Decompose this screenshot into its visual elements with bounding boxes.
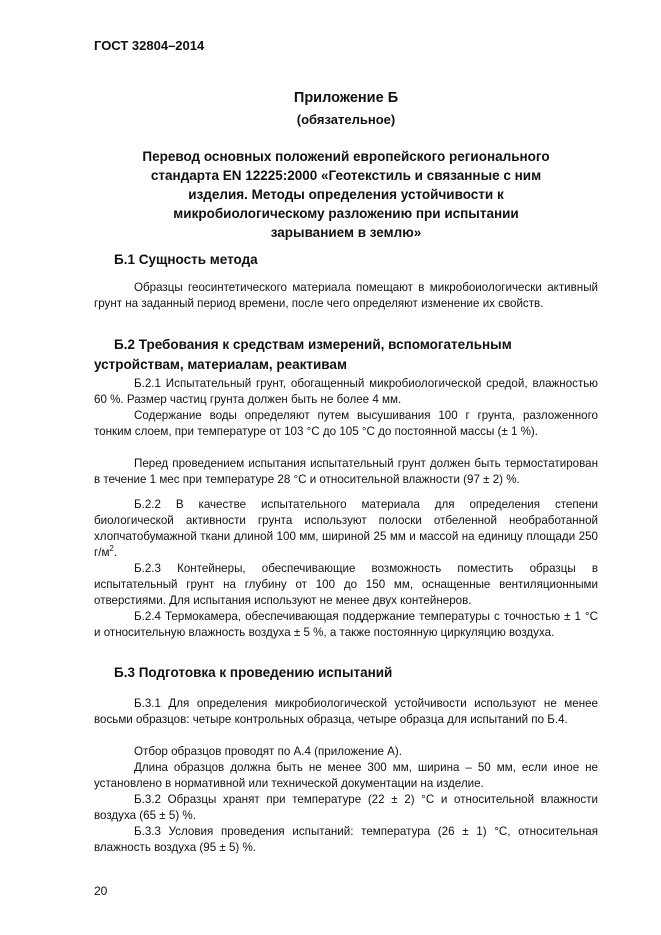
paragraph-b2-4: Б.2.4 Термокамера, обеспечивающая поддержание температуры с точностью ± 1 °С и относительную влажность воздуха ± 5 %, а также постоянную циркуляцию воздуха.	[94, 610, 598, 640]
paragraph-b3-1: Б.3.1 Для определения микробиологической устойчивости используют не менее восьми образцов: четыре контрольных образца, четыре образца для испытаний по Б.4.	[94, 697, 598, 727]
appendix-subtitle: (обязательное)	[296, 112, 396, 127]
section-b2-heading-line-2: устройствам, материалам, реактивам	[94, 357, 347, 372]
doc-title-line-2: стандарта EN 12225:2000 «Геотекстиль и связанные с ним	[150, 168, 542, 183]
paragraph-b3-3: Б.3.3 Условия проведения испытаний: температура (26 ± 1) °С, относительная влажность воздуха (95 ± 5) %.	[94, 825, 598, 855]
paragraph-b2-1-water: Содержание воды определяют путем высушивания 100 г грунта, разложенного тонким слоем, при температуре от 103 °С до 105 °С до постоянной массы (± 1 %).	[94, 409, 598, 439]
section-b3-heading: Б.3 Подготовка к проведению испытаний	[114, 665, 393, 680]
section-b1-paragraph: Образцы геосинтетического материала помещают в микробоиологически активный грунт на заданный период времени, после чего определяют изменение их свойств.	[94, 281, 598, 311]
appendix-title: Приложение Б	[293, 90, 399, 106]
doc-title-line-3: изделия. Методы определения устойчивости к	[188, 187, 504, 202]
paragraph-b3-1-length: Длина образцов должна быть не менее 300 мм, ширина – 50 мм, если иное не установлено в нормативной или технической документации на изделие.	[94, 761, 598, 791]
paragraph-b2-2-end: .	[113, 546, 118, 560]
paragraph-b2-1-thermostat: Перед проведением испытания испытательный грунт должен быть термостатирован в течение 1 мес при температуре 28 °С и относительной влажности (97 ± 2) %.	[94, 457, 598, 487]
section-b2-heading-line-1: Б.2 Требования к средствам измерений, вспомогательным	[114, 337, 512, 352]
paragraph-b2-3: Б.2.3 Контейнеры, обеспечивающие возможность поместить образцы в испытательный грунт на глубину от 100 до 150 мм, оснащенные вентиляционными отверстиями. Для испытания используют не менее двух контейнеров.	[94, 562, 598, 608]
paragraph-b3-2: Б.3.2 Образцы хранят при температуре (22 ± 2) °С и относительной влажности воздуха (65 ± 5) %.	[94, 793, 598, 823]
superscript-2: 2	[109, 544, 114, 554]
paragraph-b2-1: Б.2.1 Испытательный грунт, обогащенный микробиологической средой, влажностью 60 %. Размер частиц грунта должен быть не более 4 мм.	[94, 377, 598, 407]
doc-title-line-5: зарыванием в землю»	[270, 225, 422, 240]
doc-title-line-4: микробиологическому разложению при испытании	[173, 206, 519, 221]
page-number: 20	[94, 884, 108, 898]
paragraph-b2-2	[94, 497, 598, 561]
doc-title-line-1: Перевод основных положений европейского регионального	[142, 149, 550, 164]
document-header: ГОСТ 32804–2014	[94, 38, 205, 53]
paragraph-b2-2-text: Б.2.2 В качестве испытательного материала для определения степени биологической активности грунта используют полоски отбеленной необработанной хлопчатобумажной ткани длиной 100 мм, шириной 25 мм и массой на единицу площади 250 г/м	[94, 498, 598, 560]
section-b2-heading	[94, 335, 598, 375]
paragraph-b3-1-sampling: Отбор образцов проводят по А.4 (приложение А).	[134, 745, 402, 758]
section-b1-heading: Б.1 Сущность метода	[114, 252, 258, 267]
